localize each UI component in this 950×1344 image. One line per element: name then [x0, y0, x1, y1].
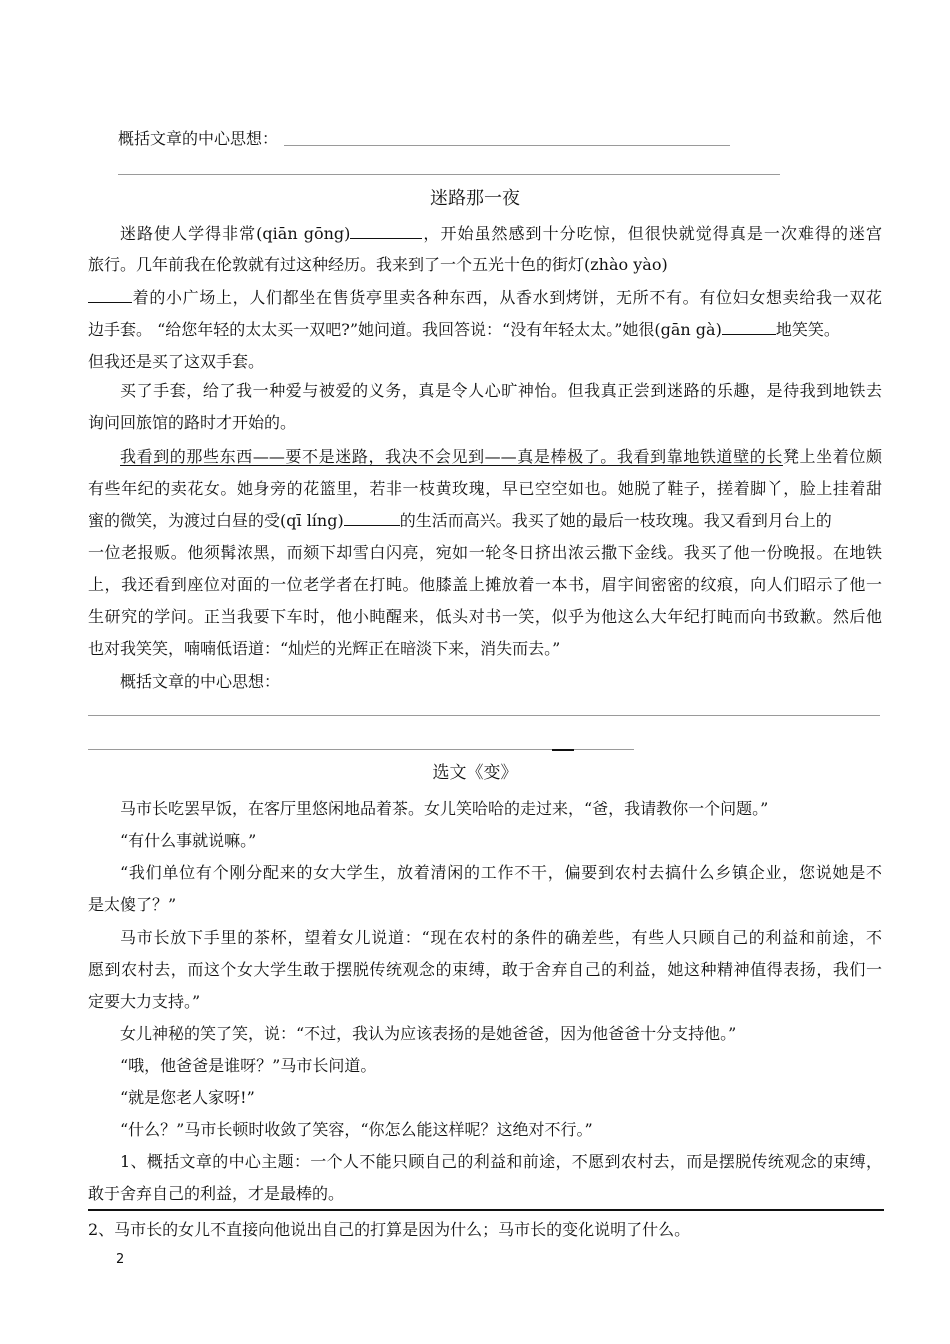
paragraph-line: 边手套。 “给您年轻的太太买一双吧?”她问道。我回答说：“没有年轻太太。”她很(gān gà) 地笑笑。 [88, 320, 840, 339]
paragraph-line: “就是您老人家呀!” [120, 1088, 255, 1107]
paragraph-line: 马市长放下手里的茶杯，望着女儿说道：“现在农村的条件的确差些，有些人只顾自己的利益和前途，不 [120, 928, 882, 947]
paragraph-line: “有什么事就说嘛。” [120, 831, 257, 850]
paragraph-line: 愿到农村去，而这个女大学生敢于摆脱传统观念的束缚，敢于舍弃自己的利益，她这种精神值得表扬，我们一 [88, 960, 882, 979]
paragraph-line: 着的小广场上，人们都坐在售货亭里卖各种东西，从香水到烤饼，无所不有。有位妇女想卖给我一双花 [88, 288, 882, 308]
fill-blank[interactable] [344, 511, 400, 526]
paragraph-line: 也对我笑笑，喃喃低语道：“灿烂的光辉正在暗淡下来，消失而去。” [88, 639, 561, 658]
question-1: 1、概括文章的中心主题：一个人不能只顾自己的利益和前途，不愿到农村去，而是摆脱传统观念的束缚， [120, 1152, 882, 1171]
paragraph-line: 上，我还看到座位对面的一位老学者在打盹。他膝盖上摊放着一本书，眉宇间密密的纹痕，向人们昭示了他一 [88, 575, 882, 594]
paragraph-line: 马市长吃罢早饭，在客厅里悠闲地品着茶。女儿笑哈哈的走过来，“爸，我请教你一个问题。” [120, 799, 769, 818]
paragraph-line: 我看到的那些东西——要不是迷路，我决不会见到——真是棒极了。我看到靠地铁道壁的长凳上坐着位颇 [120, 447, 882, 466]
answer-line [118, 174, 780, 175]
fill-blank[interactable] [88, 288, 132, 303]
answer-line-mark [552, 749, 574, 751]
question-1-cont: 敢于舍弃自己的利益，才是最棒的。 [88, 1184, 345, 1203]
underlined-sentence: 我看到的那些东西——要不是迷路，我决不会见到——真是棒极了。我看到靠地铁道壁的长 [120, 447, 783, 466]
paragraph-line: 蜜的微笑，为渡过白昼的受(qī líng) 的生活而高兴。我买了她的最后一枝玫瑰。我又看到月台上的 [88, 511, 832, 530]
page-number: 2 [116, 1252, 125, 1267]
paragraph-line: “我们单位有个刚分配来的女大学生，放着清闲的工作不干，偏要到农村去搞什么乡镇企业，您说她是不 [120, 863, 882, 882]
answer-line [88, 715, 880, 716]
paragraph-line: 是太傻了？” [88, 895, 177, 914]
passage-title: 选文《变》 [432, 763, 518, 783]
paragraph-line: 生研究的学问。正当我要下车时，他小盹醒来，低头对书一笑，似乎为他这么大年纪打盹而向书致歉。然后他 [88, 607, 882, 626]
paragraph-line: “什么？”马市长顿时收敛了笑容，“你怎么能这样呢？这绝对不行。” [120, 1120, 593, 1139]
fill-blank[interactable] [350, 224, 422, 239]
fill-blank[interactable] [722, 320, 776, 335]
question-2: 2、马市长的女儿不直接向他说出自己的打算是因为什么；马市长的变化说明了什么。 [88, 1220, 691, 1239]
paragraph-line: 询问回旅馆的路时才开始的。 [88, 413, 297, 432]
passage-title: 迷路那一夜 [430, 188, 520, 209]
paragraph-line: 定要大力支持。” [88, 992, 201, 1011]
summary-label: 概括文章的中心思想： [120, 672, 281, 691]
paragraph-line: “哦，他爸爸是谁呀？”马市长问道。 [120, 1056, 377, 1075]
paragraph-line: 迷路使人学得非常(qiān gōng) ，开始虽然感到十分吃惊，但很快就觉得真是一次难得的迷宫 [120, 224, 882, 243]
paragraph-line: 一位老报贩。他须髯浓黑，而颏下却雪白闪亮，宛如一轮冬日挤出浓云撒下金线。我买了他一份晚报。在地铁 [88, 543, 882, 562]
summary-label-top: 概括文章的中心思想： [118, 129, 279, 148]
section-divider [88, 1209, 884, 1211]
answer-line [284, 145, 730, 146]
paragraph-line: 但我还是买了这双手套。 [88, 352, 265, 371]
paragraph-line: 女儿神秘的笑了笑，说：“不过，我认为应该表扬的是她爸爸，因为他爸爸十分支持他。” [120, 1024, 737, 1043]
paragraph-line: 旅行。几年前我在伦敦就有过这种经历。我来到了一个五光十色的街灯(zhào yào) [88, 255, 668, 274]
paragraph-line: 买了手套，给了我一种爱与被爱的义务，真是令人心旷神怡。但我真正尝到迷路的乐趣，是待我到地铁去 [120, 381, 882, 400]
paragraph-line: 有些年纪的卖花女。她身旁的花篮里，若非一枝黄玫瑰，早已空空如也。她脱了鞋子，搓着脚丫，脸上挂着甜 [88, 479, 882, 498]
